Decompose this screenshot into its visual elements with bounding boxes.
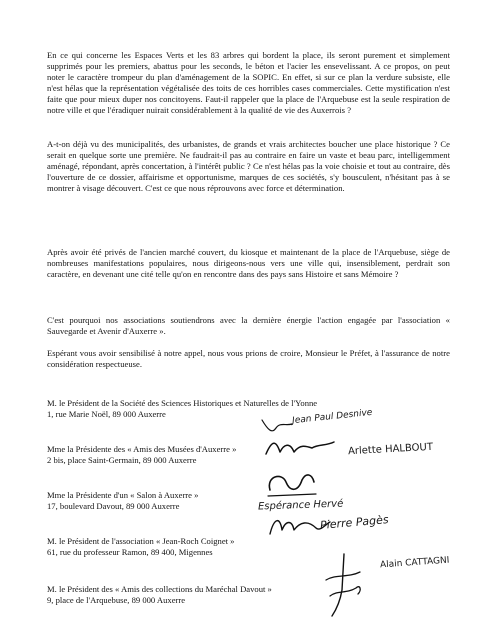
paragraph-formule-politesse: Espérant vous avoir sensibilisé à notre appel, nous vous prions de croire, Monsieur le Préfet, à l'assurance de notre considération respectueuse. [47, 348, 450, 370]
handwritten-name-3: Espérance Hervé [257, 498, 344, 513]
handwritten-name-5: Alain CATTAGNI [379, 555, 450, 571]
signatory-address: 61, rue du professeur Ramon, 89 400, Migennes [47, 547, 213, 557]
signature-squiggle-3 [262, 468, 322, 500]
paragraph-soutien: C'est pourquoi nos associations soutiendrons avec la dernière énergie l'action engagée par l'association « Sauvegarde et Avenir d'Auxerre ». [47, 315, 450, 337]
handwritten-name-1: Jean Paul Desnive [291, 407, 373, 427]
signatory-address: 17, boulevard Davout, 89 000 Auxerre [47, 501, 180, 511]
signatory-address: 2 bis, place Saint-Germain, 89 000 Auxerre [47, 455, 197, 465]
signatory-title: M. le Président des « Amis des collections du Maréchal Davout » [47, 584, 272, 594]
signatory-title: M. le Président de la Société des Sciences Historiques et Naturelles de l'Yonne [47, 398, 318, 408]
signatory-title: Mme la Présidente des « Amis des Musées d'Auxerre » [47, 444, 237, 454]
signatory-address: 1, rue Marie Noël, 89 000 Auxerre [47, 409, 166, 419]
signatory-address: 9, place de l'Arquebuse, 89 000 Auxerre [47, 595, 186, 605]
handwritten-name-2: Arlette HALBOUT [347, 441, 434, 458]
paragraph-urbanistes: A-t-on déjà vu des municipalités, des urbanistes, de grands et vrais architectes boucher une place historique ? Ce serait en quelque sorte une première. Ne faudrait-il pas au contraire en faire un vaste et beau parc, intelligemment aménagé, répondant, après concertation, à l'intérêt public ? Ce n'est hélas pas la voie choisie et tout au contraire, dès l'ouverture de ce dossier, affairisme et opportunisme, marques de ces sociétés, s'y bousculent, n'hésitant pas à se montrer à visage découvert. C'est ce que nous réprouvons avec force et détermination. [47, 139, 450, 194]
paragraph-marche-couvert: Après avoir été privés de l'ancien marché couvert, du kiosque et maintenant de la place de l'Arquebuse, siège de nombreuses manifestations populaires, nous dirigeons-nous vers une ville qui, insensiblement, perdrait son caractère, en devenant une cité telle qu'on en rencontre dans des pays sans Histoire et sans Mémoire ? [47, 247, 450, 280]
signatory-title: Mme la Présidente d'un « Salon à Auxerre » [47, 490, 199, 500]
paragraph-espaces-verts: En ce qui concerne les Espaces Verts et les 83 arbres qui bordent la place, ils seront purement et simplement supprimés pour les premiers, abattus pour les seconds, le béton et l'acier les ensevelissant. A ce propos, on peut noter le caractère trompeur du plan d'aménagement de la SOPIC. En effet, si sur ce plan la verdure subsiste, elle n'est hélas que la représentation végétalisée des toits de ces horribles cases commerciales. Cette mystification n'est faite que pour mieux duper nos concitoyens. Faut-il rappeler que la place de l'Arquebuse est la seule respiration de notre ville et que l'éradiquer nuirait considérablement à la qualité de vie des Auxerrois ? [47, 50, 450, 116]
signatory-title: M. le Président de l'association « Jean-Roch Coignet » [47, 536, 235, 546]
signature-squiggle-2 [262, 436, 342, 460]
signature-squiggle-5 [316, 550, 372, 620]
handwritten-name-4: Pierre Pagès [319, 513, 390, 532]
